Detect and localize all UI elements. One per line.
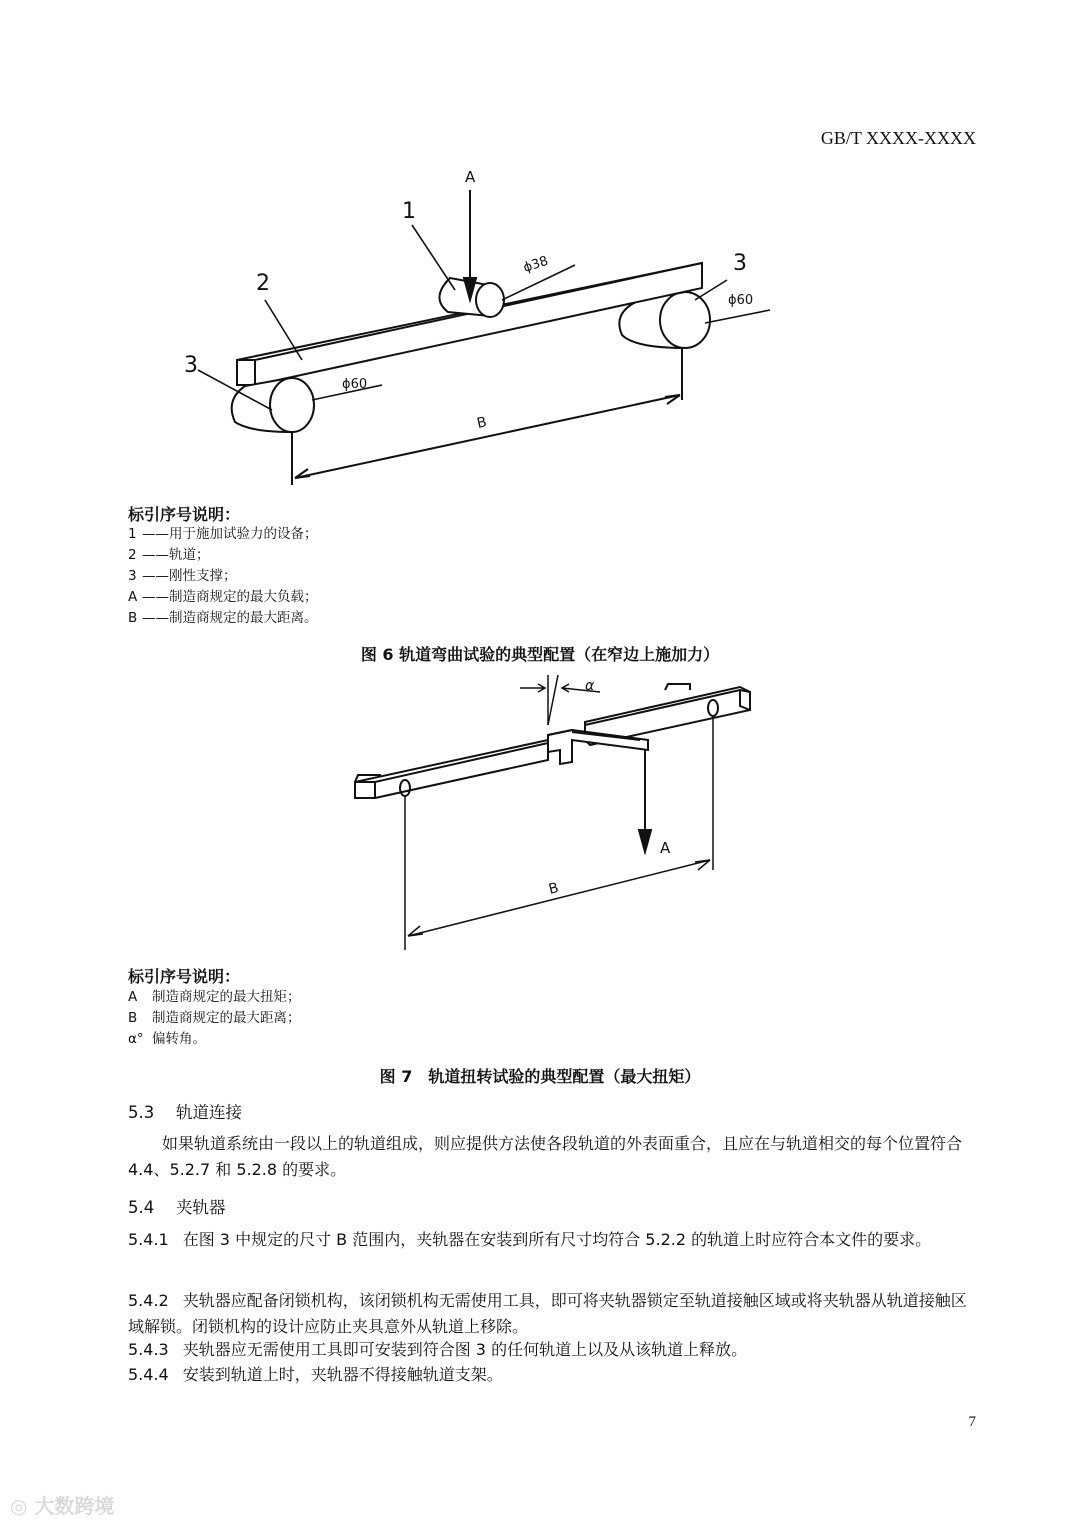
torque-force-arrow-head <box>639 830 651 852</box>
figure-6-caption: 图 6 轨道弯曲试验的典型配置（在窄边上施加力） <box>360 645 720 664</box>
clause-5-4-3 <box>128 1337 978 1363</box>
legend-key: B <box>128 610 138 626</box>
clause-number: 5.4.1 <box>128 1230 169 1249</box>
clause-text: 安装到轨道上时，夹轨器不得接触轨道支架。 <box>182 1365 503 1384</box>
figure-6-rail-bending-diagram <box>0 160 1080 500</box>
section-title: 轨道连接 <box>176 1103 242 1122</box>
distance-dimension-line <box>408 860 710 936</box>
clause-number: 5.4.3 <box>128 1340 169 1359</box>
device-number-label: 1 <box>402 199 416 224</box>
legend-item <box>128 987 301 1008</box>
right-diameter-label: ϕ60 <box>728 293 754 308</box>
legend-key: 2 <box>128 547 137 563</box>
figure-6-legend-title: 标引序号说明： <box>128 505 241 524</box>
small-diameter-label: ϕ38 <box>521 253 551 276</box>
section-5-4-heading <box>128 1194 226 1218</box>
distance-label: B <box>547 880 561 898</box>
legend-item <box>128 524 318 545</box>
section-title: 夹轨器 <box>176 1198 226 1217</box>
clause-number: 5.4.2 <box>128 1291 169 1310</box>
clause-5-4-4 <box>128 1362 978 1388</box>
left-support-number-label: 3 <box>184 353 198 378</box>
angle-arrow-right <box>562 684 600 692</box>
clause-5-4-1 <box>128 1227 978 1253</box>
rail-number-label: 2 <box>256 271 270 296</box>
legend-text: ——制造商规定的最大负载； <box>142 589 318 605</box>
legend-key: 1 <box>128 526 137 542</box>
legend-text: ——制造商规定的最大距离。 <box>142 610 318 626</box>
clause-5-4-2 <box>128 1288 978 1340</box>
legend-text: 制造商规定的最大距离； <box>152 1010 301 1026</box>
left-diameter-label: ϕ60 <box>342 377 368 392</box>
clause-text: 夹轨器应无需使用工具即可安装到符合图 3 的任何轨道上以及从该轨道上释放。 <box>182 1340 748 1359</box>
legend-text: ——轨道； <box>142 547 210 563</box>
section-5-3-heading <box>128 1099 242 1123</box>
torque-force-label: A <box>660 839 671 857</box>
distance-label: B <box>475 414 489 432</box>
legend-key: 3 <box>128 568 137 584</box>
figure-7-legend <box>128 987 301 1050</box>
clause-number: 5.4.4 <box>128 1365 169 1384</box>
left-rigid-support <box>232 378 314 432</box>
figure-7-legend-title: 标引序号说明： <box>128 967 241 986</box>
figure-6-legend <box>128 524 318 629</box>
section-number: 5.3 <box>128 1103 155 1122</box>
figure-7-caption: 图 7 轨道扭转试验的典型配置（最大扭矩） <box>379 1067 701 1086</box>
right-support-number-label: 3 <box>733 251 747 276</box>
watermark-logo <box>10 1490 114 1519</box>
figure-7-rail-torsion-diagram <box>0 670 1080 960</box>
legend-item <box>128 608 318 629</box>
legend-text: ——刚性支撑； <box>142 568 237 584</box>
section-number: 5.4 <box>128 1198 155 1217</box>
legend-item <box>128 1008 301 1029</box>
section-5-3-paragraph: 如果轨道系统由一段以上的轨道组成，则应提供方法使各段轨道的外表面重合，且应在与轨道相交的每个位置符合 4.4、5.2.7 和 5.2.8 的要求。 <box>128 1134 963 1179</box>
legend-item <box>128 545 318 566</box>
right-support-block <box>665 684 690 690</box>
watermark-text: 大数跨境 <box>34 1494 115 1518</box>
clause-text: 在图 3 中规定的尺寸 B 范围内，夹轨器在安装到所有尺寸均符合 5.2.2 的轨道上时应符合本文件的要求。 <box>182 1230 932 1249</box>
angle-label: α <box>585 678 595 694</box>
legend-key: B <box>128 1010 138 1026</box>
legend-key: A <box>128 989 138 1005</box>
legend-item <box>128 566 318 587</box>
legend-item <box>128 587 318 608</box>
standard-code: GB/T XXXX-XXXX <box>820 128 976 148</box>
force-label: A <box>465 168 476 186</box>
angle-arrow-left <box>520 684 545 692</box>
legend-text: 偏转角。 <box>152 1031 206 1047</box>
clause-text: 夹轨器应配备闭锁机构，该闭锁机构无需使用工具，即可将夹轨器锁定至轨道接触区域或将夹轨器从轨道接触区域解锁。闭锁机构的设计应防止夹具意外从轨道上移除。 <box>128 1291 967 1336</box>
legend-text: ——用于施加试验力的设备； <box>142 526 318 542</box>
legend-text: 制造商规定的最大扭矩； <box>152 989 301 1005</box>
page-number: 7 <box>968 1414 976 1430</box>
legend-item <box>128 1029 301 1050</box>
distance-dimension-line <box>295 395 680 478</box>
legend-key: α° <box>128 1031 144 1047</box>
legend-key: A <box>128 589 138 605</box>
watermark-icon: ◎ <box>10 1494 28 1518</box>
